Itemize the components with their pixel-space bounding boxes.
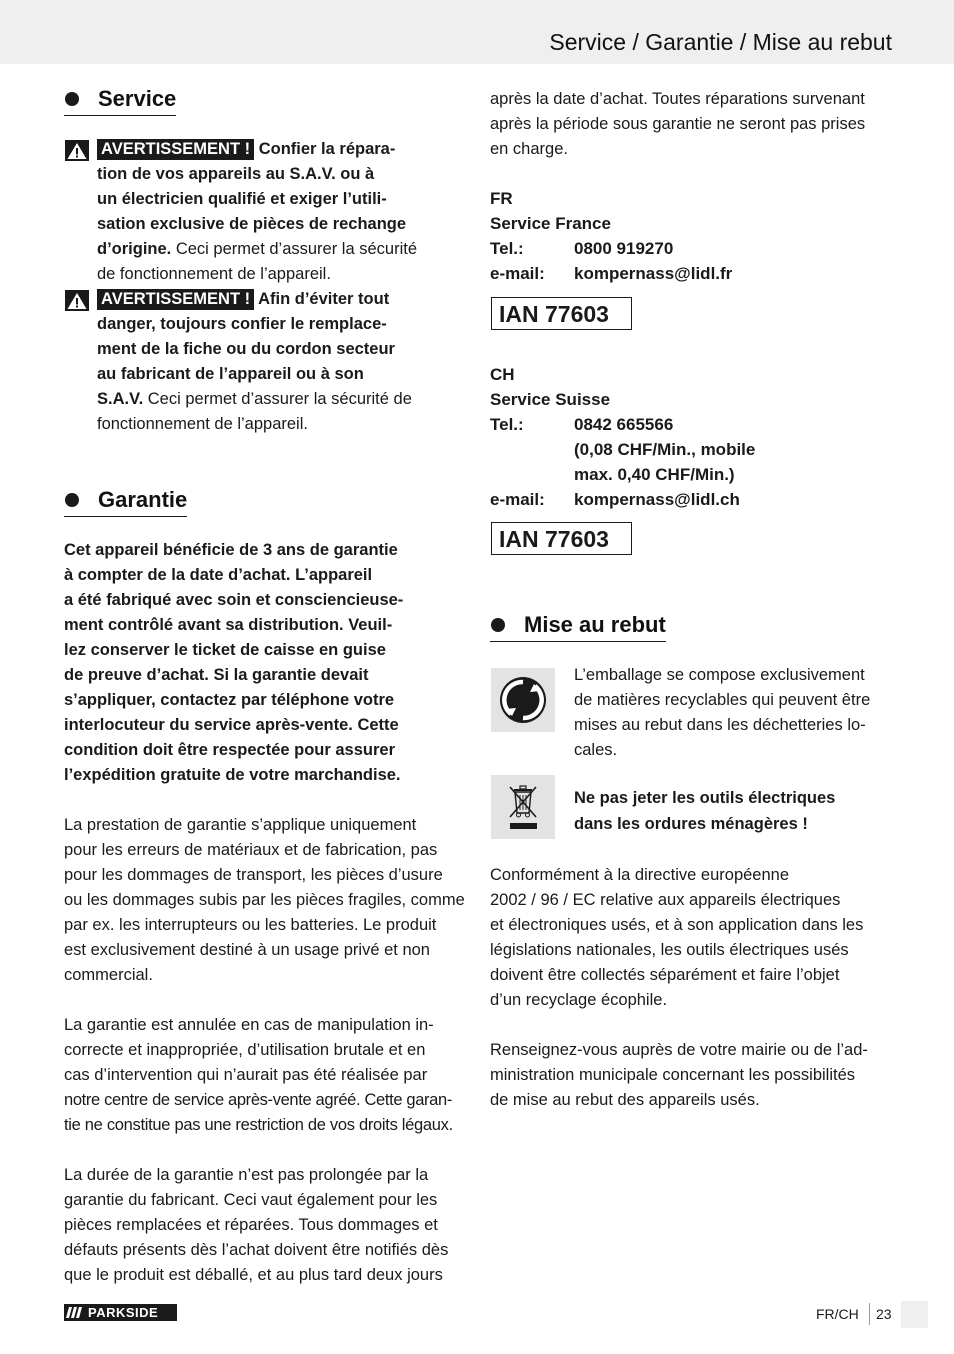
service-warning-2: AVERTISSEMENT ! Afin d’éviter tout danger, toujours confier le remplace- ment de la fiche ou du cordon secteur au fabricant de l’appareil ou à son S.A.V. Ceci permet d’assurer la sécurité de fonctionnement de l’appareil.: [97, 290, 412, 433]
ian-box: IAN 77603: [491, 297, 632, 330]
language-code: FR/CH: [816, 1306, 859, 1322]
phone-number: 0842 665566: [574, 415, 674, 434]
warning-badge: AVERTISSEMENT !: [97, 289, 254, 310]
logo-stripes-icon: [64, 1304, 88, 1321]
warning-triangle-icon: [65, 140, 89, 161]
bullet-icon: [65, 493, 79, 507]
phone-number: 0800 919270: [574, 239, 674, 258]
bullet-icon: [491, 618, 505, 632]
service-warning-1: AVERTISSEMENT ! Confier la répara- tion de vos appareils au S.A.V. ou à un électricien qualifié et exiger l’utili- sation exclusive de pièces de rechange d’origine. Ceci permet d’assurer la sécurité de fonctionnement de l’appareil.: [97, 140, 418, 283]
rebut-heading: Mise au rebut: [490, 612, 666, 642]
garantie-heading: Garantie: [64, 487, 187, 517]
rebut-info-paragraph: Renseignez-vous auprès de votre mairie ou de l’ad- ministration municipale concernant les possibilités de mise au rebut des appareils usés.: [490, 1041, 868, 1109]
service-heading: Service: [64, 86, 176, 116]
bullet-icon: [65, 92, 79, 106]
footer-tab: [901, 1301, 928, 1328]
email-address: kompernass@lidl.fr: [574, 264, 733, 283]
garantie-continued: après la date d’achat. Toutes réparations survenant après la période sous garantie ne seront pas prises en charge.: [490, 90, 866, 158]
rebut-directive-paragraph: Conformément à la directive européenne 2002 / 96 / EC relative aux appareils électriques et électroniques usés, et à son application dans les législations nationales, les outils électriques usés doivent être collectés séparément et faire l’objet d’un recyclage écophile.: [490, 866, 864, 1009]
garantie-paragraph-duration: La durée de la garantie n’est pas prolongée par la garantie du fabricant. Ceci vaut également pour les pièces remplacées et réparées. Tous dommages et défauts présents dès l’achat doivent être notifiés dès que le produit est déballé, et au plus tard deux jours: [64, 1166, 449, 1284]
garantie-paragraph-void: La garantie est annulée en cas de manipulation in- correcte et inappropriée, d’utilisation brutale et en cas d’intervention qui n’aurait pas été réalisée par notre centre de service après-vente agréé. Cette garan- tie ne constitue pas une restriction de vos droits légaux.: [64, 1016, 453, 1134]
parkside-logo: [64, 1304, 177, 1321]
page-title: Service / Garantie / Mise au rebut: [549, 29, 892, 55]
footer-divider: [869, 1303, 870, 1325]
page-header: [0, 0, 954, 64]
email-address: kompernass@lidl.ch: [574, 490, 740, 509]
rebut-packaging-text: L’emballage se compose exclusivement de matières recyclables qui peuvent être mises au rebut dans les déchetteries lo- cales.: [574, 666, 871, 759]
crossed-bin-icon: [491, 775, 555, 839]
garantie-intro: Cet appareil bénéficie de 3 ans de garantie à compter de la date d’achat. L’appareil a été fabriqué avec soin et consciencieuse- ment contrôlé avant sa distribution. Veuil- lez conserver le ticket de caisse en guise de preuve d’achat. Si la garantie devait s’appliquer, contactez par téléphone votre interlocuteur du service après-vente. Cette condition doit être respectée pour assurer l’expédition gratuite de votre marchandise.: [64, 541, 404, 784]
warning-badge: AVERTISSEMENT !: [97, 139, 254, 160]
garantie-paragraph-scope: La prestation de garantie s’applique uniquement pour les erreurs de matériaux et de fabrication, pas pour les dommages de transport, les pièces d’usure ou les dommages subis par les pièces fragiles, comme par ex. les interrupteurs ou les batteries. Le produit est exclusivement destiné à un usage privé et non commercial.: [64, 816, 465, 984]
brand-name: PARKSIDE: [88, 1305, 159, 1320]
rebut-warning-text: Ne pas jeter les outils électriques dans les ordures ménagères !: [574, 789, 836, 833]
warning-triangle-icon: [65, 290, 89, 311]
green-dot-recycle-icon: [491, 668, 555, 732]
ian-box: IAN 77603: [491, 522, 632, 555]
page-number: 23: [876, 1306, 892, 1322]
